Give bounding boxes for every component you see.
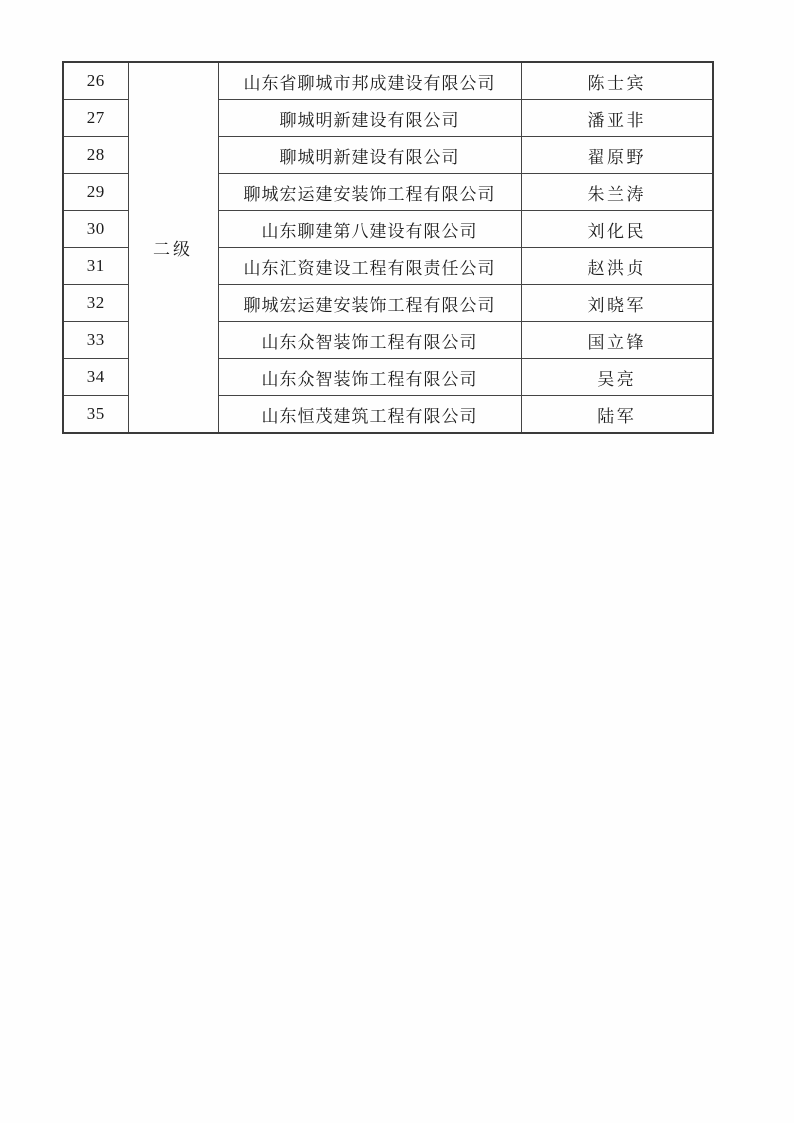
company-cell: 聊城宏运建安装饰工程有限公司: [218, 285, 521, 322]
row-number-cell: 28: [63, 137, 128, 174]
person-cell: 陆军: [521, 396, 713, 434]
company-cell: 聊城明新建设有限公司: [218, 137, 521, 174]
company-cell: 山东众智装饰工程有限公司: [218, 322, 521, 359]
row-number-cell: 30: [63, 211, 128, 248]
company-cell: 山东汇资建设工程有限责任公司: [218, 248, 521, 285]
row-number-cell: 35: [63, 396, 128, 434]
person-cell: 陈士宾: [521, 62, 713, 100]
company-cell: 聊城明新建设有限公司: [218, 100, 521, 137]
company-cell: 山东省聊城市邦成建设有限公司: [218, 62, 521, 100]
person-cell: 朱兰涛: [521, 174, 713, 211]
row-number-cell: 26: [63, 62, 128, 100]
row-number-cell: 33: [63, 322, 128, 359]
roster-table: [62, 61, 714, 434]
row-number-cell: 34: [63, 359, 128, 396]
person-cell: 赵洪贞: [521, 248, 713, 285]
level-cell: 二级: [128, 62, 218, 433]
person-cell: 潘亚非: [521, 100, 713, 137]
company-cell: 山东众智装饰工程有限公司: [218, 359, 521, 396]
person-cell: 刘化民: [521, 211, 713, 248]
person-cell: 翟原野: [521, 137, 713, 174]
roster-table-body: [63, 62, 713, 433]
row-number-cell: 27: [63, 100, 128, 137]
person-cell: 吴亮: [521, 359, 713, 396]
person-cell: 刘晓军: [521, 285, 713, 322]
row-number-cell: 31: [63, 248, 128, 285]
person-cell: 国立锋: [521, 322, 713, 359]
company-cell: 山东聊建第八建设有限公司: [218, 211, 521, 248]
row-number-cell: 29: [63, 174, 128, 211]
company-cell: 山东恒茂建筑工程有限公司: [218, 396, 521, 434]
row-number-cell: 32: [63, 285, 128, 322]
table-row: [63, 62, 713, 100]
company-cell: 聊城宏运建安装饰工程有限公司: [218, 174, 521, 211]
